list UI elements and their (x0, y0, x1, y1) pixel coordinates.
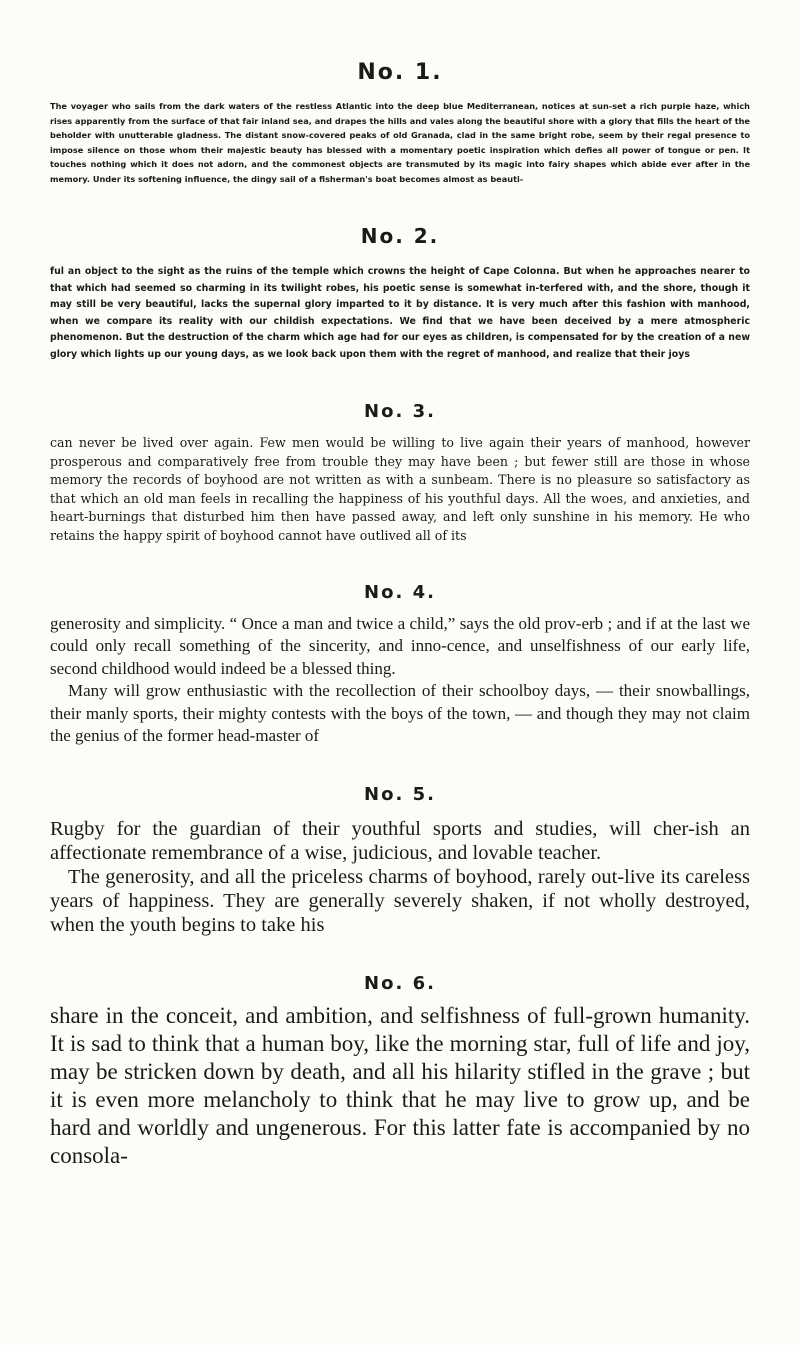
section-body (50, 1002, 750, 1170)
section-heading: No. 6. (364, 972, 436, 994)
section-body (50, 817, 750, 937)
paragraph: generosity and simplicity. “ Once a man and twice a child,” says the old prov-erb ; and if at the last we could only recall something of the sincerity, and inno-cence, and unselfishness of our early life, second childhood would indeed be a blessed thing. (50, 613, 750, 678)
paragraph: Many will grow enthusiastic with the recollection of their schoolboy days, — their snowballings, their manly sports, their mighty contests with the boys of the town, — and though they may not claim the genius of the former head-master of (50, 681, 750, 746)
section-heading: No. 1. (357, 60, 443, 85)
specimen-section-5 (50, 784, 750, 937)
section-body (50, 99, 750, 186)
section-heading: No. 4. (364, 581, 436, 603)
section-body (50, 613, 750, 748)
section-heading: No. 3. (364, 401, 436, 422)
specimen-section-2 (50, 224, 750, 363)
specimen-section-6 (50, 973, 750, 1170)
section-heading: No. 2. (360, 224, 440, 248)
section-body (50, 264, 750, 363)
paragraph: can never be lived over again. Few men would be willing to live again their years of manhood, however prosperous and comparatively free from trouble they may have been ; but fewer still are those in whose memory the records of boyhood are not written as with a sunbeam. There is no pleasure so satisfactory as that which an old man feels in recalling the happiness of his youthful days. All the woes, and anxieties, and heart-burnings that disturbed him then have passed away, and left only sunshine in his memory. He who retains the happy spirit of boyhood cannot have outlived all of its (50, 435, 750, 543)
specimen-section-4 (50, 582, 750, 748)
section-body (50, 434, 750, 546)
specimen-section-3 (50, 401, 750, 546)
paragraph: share in the conceit, and ambition, and selfishness of full-grown humanity. It is sad to think that a human boy, like the morning star, full of life and joy, may be stricken down by death, and all his hilarity stifled in the grave ; but it is even more melancholy to think that he may live to grow up, and be hard and worldly and ungenerous. For this latter fate is accompanied by no consola- (50, 1002, 750, 1168)
paragraph: Rugby for the guardian of their youthful sports and studies, will cher-ish an affectionate remembrance of a wise, judicious, and lovable teacher. (50, 817, 750, 864)
specimen-section-1 (50, 60, 750, 186)
paragraph: The generosity, and all the priceless charms of boyhood, rarely out-live its careless years of happiness. They are generally severely shaken, if not wholly destroyed, when the youth begins to take his (50, 865, 750, 936)
paragraph: The voyager who sails from the dark waters of the restless Atlantic into the deep blue Mediterranean, notices at sun-set a rich purple haze, which rises apparently from the surface of that fair inland sea, and drapes the hills and vales along the beautiful shore with a glory that fills the heart of the beholder with unutterable gladness. The distant snow-covered peaks of old Granada, clad in the same bright robe, seem by their regal presence to impose silence on those whom their majestic beauty has blessed with a momentary poetic inspiration which defies all power of tongue or pen. It touches nothing which it does not adorn, and the commonest objects are transmuted by its magic into fairy shapes which abide ever after in the memory. Under its softening influence, the dingy sail of a fisherman's boat becomes almost as beauti- (50, 101, 750, 184)
section-heading: No. 5. (364, 783, 436, 805)
specimen-page (50, 60, 750, 1170)
paragraph: ful an object to the sight as the ruins of the temple which crowns the height of Cape Colonna. But when he approaches nearer to that which had seemed so charming in its twilight robes, his poetic sense is somewhat in-terfered with, and the shore, though it may still be very beautiful, lacks the supernal glory imparted to it by distance. It is very much after this fashion with manhood, when we compare its reality with our childish expectations. We find that we have been deceived by a mere atmospheric phenomenon. But the destruction of the charm which age had for our eyes as children, is compensated for by the creation of a new glory which lights up our young days, as we look back upon them with the regret of manhood, and realize that their joys (50, 266, 750, 360)
